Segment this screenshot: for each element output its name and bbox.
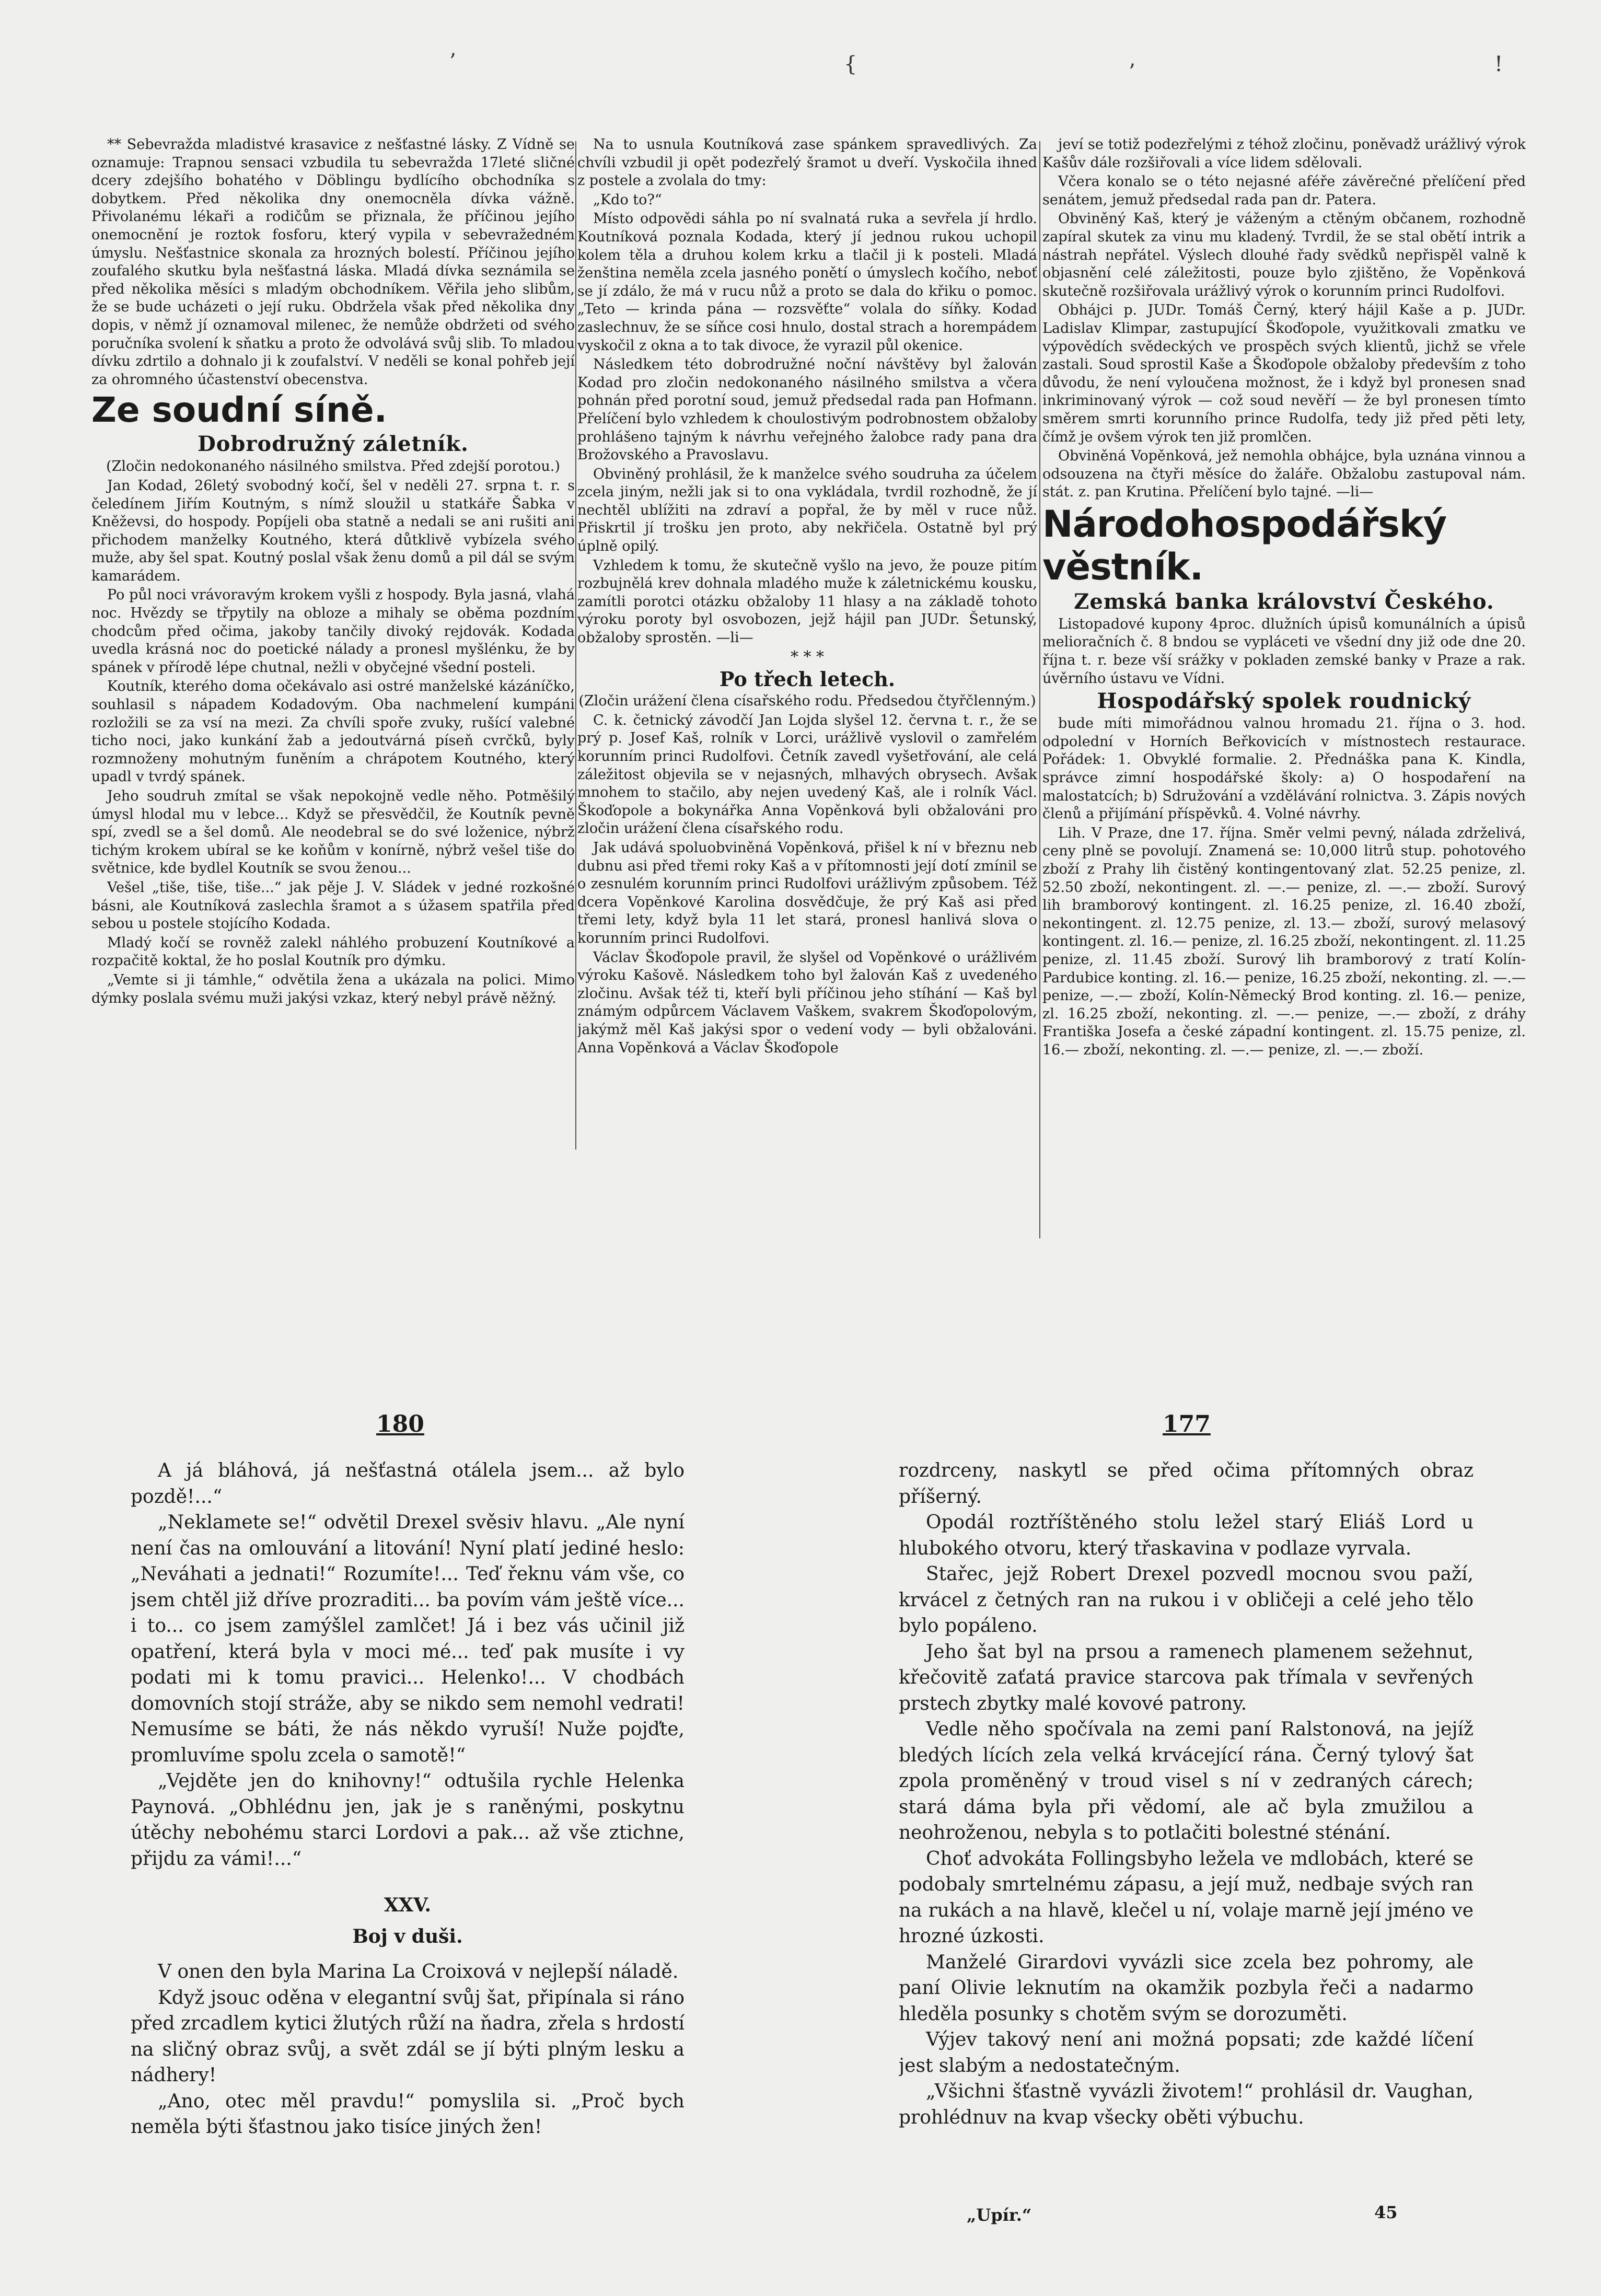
article-heading: Zemská banka království Českého.	[1074, 589, 1494, 614]
paragraph: Místo odpovědi sáhla po ní svalnatá ruka a sevřela jí hrdlo. Koutníková poznala Kodada, který jí jednou rukou uchopil kolem těla a druhou kolem krku a tlačil ji k posteli. Mladá ženština neměla zcela jasného ponětí o úmyslech kočího, neboť se jí zdálo, že má v rucu nůž a proto se dala do křiku o pomoc. „Teto — krinda pána — rozsvěťte“ volala do síňky. Kodad zaslechnuv, že se síňce cosi hnulo, dostal strach a horempádem vyskočil z okna a to tak divoce, že vyrazil půl okenice.	[577, 211, 1037, 354]
paragraph: Lih. V Praze, dne 17. října. Směr velmi pevný, nálada zdrželivá, ceny plně se povolují. Znamená se: 10,000 litrů stup. pohotového zboží z Prahy lih čistěný kontingentovaný zlat. 52.25 penize, zl. 52.50 zboží, nekontingent. zl. —.— penize, zl. —.— zboží. Surový lih bramborový kontingent. zl. 16.25 penize, zl. 16.40 zboží, nekontingent. zl. 12.75 penize, zl. 13.— zboží, surový melasový kontingent. zl. 16.— penize, zl. 16.25 zboží, nekontingent. zl. 11.25 penize, zl. 11.45 zboží. Surový lih bramborový z tratí Kolín-Pardubice konting. zl. 16.— penize, 16.25 zboží, nekonting. zl. —.— penize, —.— zboží, Kolín-Německý Brod konting. zl. 16.— penize, zl. 16.25 zboží, nekonting. zl. —.— penize, —.— zboží, z dráhy Františka Josefa a české západní kontingent. zl. 15.75 penize, zl. 16.— zboží, nekonting. zl. —.— penize, zl. —.— zboží.	[1042, 825, 1526, 1058]
paragraph: „Ano, otec měl pravdu!“ pomyslila si. „Proč bych neměla býti šťastnou jako tisíce jiných žen!	[131, 2090, 685, 2138]
paragraph: jeví se totiž podezřelými z téhož zločinu, poněvadž urážlivý výrok Kašův dále rozšiřovali a více lidem sdělovali.	[1042, 136, 1526, 171]
section-heading: Ze soudní síně.	[91, 390, 387, 431]
paragraph: Choť advokáta Follingsbyho ležela ve mdlobách, které se podobaly smrtelnému zápasu, a její muž, nedbaje svých ran na rukách a na hlavě, klečel u ní, volaje marně její jméno ve hrozné úzkosti.	[899, 1848, 1474, 1947]
chapter-number: XXV.	[384, 1894, 432, 1916]
paragraph: Jan Kodad, 26letý svobodný kočí, šel v neděli 27. srpna t. r. s čeledínem Jiřím Koutným, s nímž sloužil u statkáře Šabka v Kněževsi, do hospody. Popíjeli oba statně a nedali se ani rušiti ani přichodem manželky Koutného, která důtklivě vybízela svého muže, aby šel spat. Koutný poslal však ženu domů a pil dál se svým kamarádem.	[91, 477, 575, 584]
paragraph: Na to usnula Koutníková zase spánkem spravedlivých. Za chvíli vzbudil ji opět podezřelý šramot u dveří. Vyskočila ihned z postele a zvolala do tmy:	[577, 136, 1037, 189]
column-left	[91, 136, 575, 1285]
paragraph: Včera konalo se o této nejasné aféře závěrečné přelíčení před senátem, jemuž předsedal rada pan dr. Patera.	[1042, 173, 1526, 208]
article-subheading: (Zločin urážení člena císařského rodu. Předsedou čtyřčlenným.)	[578, 693, 1036, 710]
paragraph: Po půl noci vrávoravým krokem vyšli z hospody. Byla jasná, vlahá noc. Hvězdy se třpytily na obloze a mihaly se oběma pozdním chodcům před očima, jakoby tančily divoký rejdovák. Kodada uvedla krásná noc do poetické nálady a pronesl myšlénku, že by spánek v přírodě lépe chutnal, nežli v obyčejné všední posteli.	[91, 587, 575, 676]
novel-left-column	[131, 1458, 685, 2242]
paragraph: Listopadové kupony 4proc. dlužních úpisů komunálních a úpisů melioračních č. 8 bndou se vypláceti ve všední dny již ode dne 20. října t. r. beze vší srážky v pokladen zemské banky v Praze a rak. úvěrního ústavu ve Vídni.	[1042, 616, 1526, 687]
paragraph: „Vejděte jen do knihovny!“ odtušila rychle Helenka Paynová. „Obhlédnu jen, jak je s raněnými, poskytnu útěchy nebohému starci Lordovi a pak... až vše ztichne, přijdu za vámi!...“	[131, 1770, 685, 1870]
left-page-number: 180	[376, 1411, 424, 1437]
paragraph: A já bláhová, já nešťastná otálela jsem... až bylo pozdě!...“	[131, 1460, 685, 1508]
article-heading: Po třech letech.	[719, 667, 896, 691]
paragraph: Koutník, kterého doma očekávalo asi ostré manželské kázáníčko, souhlasil s nápadem Kodadovým. Oba nachmelení kumpáni rozložili se za vsí na mezi. Za chvíli spoře zvuky, rušící valebné ticho noci, jako kunkání žab a jedoutvárná píseň cvrčků, byly rozmnoženy mohutným funěním a chrápotem Koutného, který upadl v tvrdý spánek.	[91, 678, 575, 785]
top-mark-3: ’	[1129, 60, 1135, 84]
paragraph: C. k. četnický závodčí Jan Lojda slyšel 12. června t. r., že se prý p. Josef Kaš, rolník v Lorci, urážlivě vyslovil o zamřelém korunním princi Rudolfovi. Četník zavedl vyšetřování, ale celá záležitost objevila se v nejasných, mlhavých obrysech. Avšak mnohem to stačilo, aby nejen uvedený Kaš, ale i rolník Václ. Škoďopole a bokynářka Anna Vopěnková byli obžalováni pro zločin urážení člena císařského rodu.	[577, 712, 1037, 837]
paragraph: „Kdo to?“	[593, 191, 662, 208]
novel-pages	[0, 1411, 1601, 2247]
right-page-number: 177	[1163, 1411, 1211, 1437]
footer-title: „Upír.“	[967, 2205, 1032, 2225]
paragraph: Vedle něho spočívala na zemi paní Ralstonová, na jejíž bledých lících zela velká krvácející rána. Černý tylový šat zpola proměněný v troud visel s ní v zedraných cárech; stará dáma byla při vědomí, ale ač byla zmužilou a neohroženou, nebyla s to potlačiti bolestné sténání.	[899, 1719, 1474, 1843]
top-mark-4: !	[1494, 52, 1503, 76]
paragraph: Vešel „tiše, tiše, tiše...“ jak pěje J. V. Sládek v jedné rozkošné básni, ale Koutníková zaslechla šramot a s úžasem spatřila před sebou u postele stojícího Kodada.	[91, 879, 575, 932]
article-heading: Dobrodružný záletník.	[198, 432, 469, 457]
paragraph: Stařec, jejž Robert Drexel pozvedl mocnou svou paží, krvácel z četných ran na rukou i v obličeji a celé jeho tělo bylo popáleno.	[899, 1563, 1474, 1637]
paragraph: Václav Škoďopole pravil, že slyšel od Vopěnkové o urážlivém výroku Kašově. Následkem toho byl žalován Kaš z uvedeného zločinu. Avšak též ti, kteří byli příčinou jeho stíhání — Kaš byl známým odpůrcem Václavem Vaškem, svakrem Škoďopolovým, jakýmž měl Kaš jakýsi spor o vedení vody — byli obžalováni. Anna Vopěnková a Václav Škoďopole	[577, 949, 1037, 1056]
paragraph: bude míti mimořádnou valnou hromadu 21. října o 3. hod. odpolední v Horních Beřkovicích v místnostech restaurace. Pořádek: 1. Obvyklé formalie. 2. Přednáška pana K. Kindla, správce zimní hospodářské školy: a) O hospodaření na malostatcích; b) Sdružování a vzdělávání rolnictva. 3. Zápis nových členů a přijímání příspěvků. 4. Volné návrhy.	[1042, 715, 1526, 822]
column-right	[1042, 136, 1526, 1285]
paragraph: Obviněná Vopěnková, jež nemohla obhájce, byla uznána vinnou a odsouzena na čtyři měsíce do žaláře. Obžalobu zastupoval nám. stát. z. pan Krutina. Přelíčení bylo tajné. —li—	[1042, 448, 1526, 501]
paragraph: Jak udává spoluobviněná Vopěnková, přišel k ní v březnu neb dubnu asi před třemi roky Kaš a v přítomnosti její dotí zmínil se o zesnulém korunním princi Rudolfovi urážlivým způsobem. Též dcera Vopěnkové Karolina dosvědčuje, že prý Kaš asi před třemi lety, když byla 11 let stará, pronesl hanlivá slova o korunním princi Rudolfovi.	[577, 839, 1037, 946]
paragraph: „Všichni šťastně vyvázli životem!“ prohlásil dr. Vaughan, prohlédnuv na kvap všecky oběti výbuchu.	[899, 2081, 1474, 2128]
column-divider	[1039, 141, 1040, 1238]
article-heading: Hospodářský spolek roudnický	[1097, 689, 1471, 714]
article-subheading: (Zločin nedokonaného násilného smilstva. Před zdejší porotou.)	[106, 458, 560, 475]
top-mark-2: {	[844, 52, 857, 76]
paragraph: Výjev takový není ani možná popsati; zde každé líčení jest slabým a nedostatečným.	[899, 2029, 1474, 2077]
paragraph: Obhájci p. JUDr. Tomáš Černý, který hájil Kaše a p. JUDr. Ladislav Klimpar, zastupující Škoďopole, využitkovali zmatku ve výpovědích svědeckých ve prospěch svých klientů, jichž se vřele zastali. Soud sprostil Kaše a Škoďopole obžaloby především z toho důvodu, že není vyloučena možnost, že i když byl pronesen snad inkriminovaný výrok — což soud nevěří — že byl pronesen tímto směrem smrti korunního prince Rudolfa, tedy již před pěti lety, čímž je ovšem výrok ten již promlčen.	[1042, 302, 1526, 445]
paragraph: „Vemte si ji támhle,“ odvětila žena a ukázala na polici. Mimo dýmky poslala svému muži jakýsi vzkaz, který nebyl právě něžný.	[91, 971, 575, 1006]
paragraph: ** Sebevražda mladistvé krasavice z nešťastné lásky. Z Vídně se oznamuje: Trapnou sensaci vzbudila tu sebevražda 17leté sličné dcery zdejšího bohatého v Döblingu bydlícího obchodníka s dobytkem. Před několika dny onemocněla dívka vážně. Přivolanému lékaři a rodičům se přiznala, že příčinou jejího onemocnění je roztok fosforu, který vypila v sebevražedném úmyslu. Nešťastnice skonala za hrozných bolestí. Příčinou jejího zoufalého skutku byla nešťastná láska. Mladá dívka seznámila se před několika měsíci s mladým obchodníkem. Věřila jeho slibům, že se bude ucházeti o její ruku. Obdržela však před několika dny dopis, v němž jí oznamoval milenec, že nemůže obdržeti od svého poručníka svolení k sňatku a proto že odvolává svůj slib. To mladou dívku zdrtilo a dohnalo ji k zoufalství. V neděli se konal pohřeb její za ohromného účastenství obecenstva.	[91, 136, 575, 388]
paragraph: Opodál roztříštěného stolu ležel starý Eliáš Lord u hlubokého otvoru, který třaskavina v podlaze vyrvala.	[899, 1512, 1474, 1559]
newspaper-clipping	[0, 136, 1601, 1285]
novel-right-column	[899, 1458, 1474, 2200]
top-mark-1: ’	[449, 50, 456, 74]
paragraph: Následkem této dobrodružné noční návštěvy byl žalován Kodad pro zločin nedokonaného násilného smilstva a včera pohnán před porotní soud, jemuž předsedal rada pan Hofmann. Přelíčení bylo vzhledem k choulostivým podrobnostem obžaloby prohlášeno tajným k návrhu veřejného žalobce rady pana dra Brožovského a Pravoslavu.	[577, 356, 1037, 463]
paragraph: Vzhledem k tomu, že skutečně vyšlo na jevo, že pouze pitím rozbujnělá krev dohnala mladého muže k záletnickému kousku, zamítli porotci otázku obžaloby 11 hlasy a na základě tohoto výroku poroty byl osvobozen, jejž hájil pan JUDr. Šetunský, obžaloby sprostěn. —li—	[577, 557, 1037, 646]
paragraph: V onen den byla Marina La Croixová v nejlepší náladě.	[158, 1961, 679, 1982]
paragraph: Jeho soudruh zmítal se však nepokojně vedle něho. Potměšilý úmysl hlodal mu v lebce... Když se přesvědčil, že Koutník pevně spí, zvedl se a šel domů. Ale neodebral se do své loženice, nýbrž tichým krokem ubíral se ke koňům v konírně, nýbrž vešel tiše do světnice, kde bydlel Koutník se svou ženou...	[91, 788, 575, 877]
paragraph: Manželé Girardovi vyvázli sice zcela bez pohromy, ale paní Olivie leknutím na okamžik pozbyla řeči a nadarmo hleděla posunky s chotěm svým se dorozuměti.	[899, 1951, 1474, 2025]
paragraph: rozdrceny, naskytl se před očima přítomných obraz příšerný.	[899, 1460, 1474, 1508]
paragraph: Když jsouc oděna v elegantní svůj šat, připínala si ráno před zrcadlem kytici žlutých růží na ňadra, zřela s hrdostí na sličný obraz svůj, a svět zdál se jí býti plným lesku a nádhery!	[131, 1987, 685, 2086]
section-heading: Národohospodářský věstník.	[1042, 502, 1447, 588]
paragraph: Obviněný Kaš, který je váženým a ctěným občanem, rozhodně zapíral skutek za vinu mu kladený. Tvrdil, že se stal obětí intrik a nástrah nepřátel. Výslech dlouhé řady svědků nepřispěl valně k objasnění celé záležitosti, pouze bylo zjištěno, že Vopěnková skutečně rozšiřovala urážlivý výrok o korunním princi Rudolfovi.	[1042, 211, 1526, 299]
column-divider	[575, 141, 576, 1150]
paragraph: Obviněný prohlásil, že k manželce svého soudruha za účelem zcela jiným, nežli jak si to ona vykládala, tvrdil rozhodně, že jí nechtěl ublížiti na zdraví a popřal, že by měl v ruce nůž. Přiskrtil jí trošku jen proto, aby nekřičela. Ostatně byl prý úplně opilý.	[577, 466, 1037, 555]
paragraph: Jeho šat byl na prsou a ramenech plamenem sežehnut, křečovitě zaťatá pravice starcova pak třímala v sevřených prstech zbytky malé kovové patrony.	[899, 1641, 1474, 1714]
paragraph: Mladý kočí se rovněž zalekl náhlého probuzení Koutníkové a rozpačitě koktal, že ho poslal Koutník pro dýmku.	[91, 934, 575, 969]
chapter-title: Boj v duši.	[352, 1925, 463, 1947]
separator: * * *	[790, 647, 825, 666]
column-middle	[577, 136, 1037, 1285]
paragraph: „Neklamete se!“ odvětil Drexel svěsiv hlavu. „Ale nyní není čas na omlouvání a litování! Nyní platí jediné heslo: „Neváhati a jednati!“ Rozumíte!... Teď řeknu vám vše, co jsem chtěl již dříve prozraditi... ba povím vám ještě více... i to... co jsem zamýšlel zamlčet! Já i bez vás učinil již opatření, která byla v moci mé... teď pak musíte i vy podati mi k tomu pravici... Helenko!... V chodbách domovních stojí stráže, aby se nikdo sem nemohl vedrati! Nemusíme se báti, že nás někdo vyruší! Nuže pojďte, promluvíme spolu zcela o samotě!“	[131, 1512, 685, 1766]
footer-sheet-number: 45	[1374, 2202, 1398, 2222]
